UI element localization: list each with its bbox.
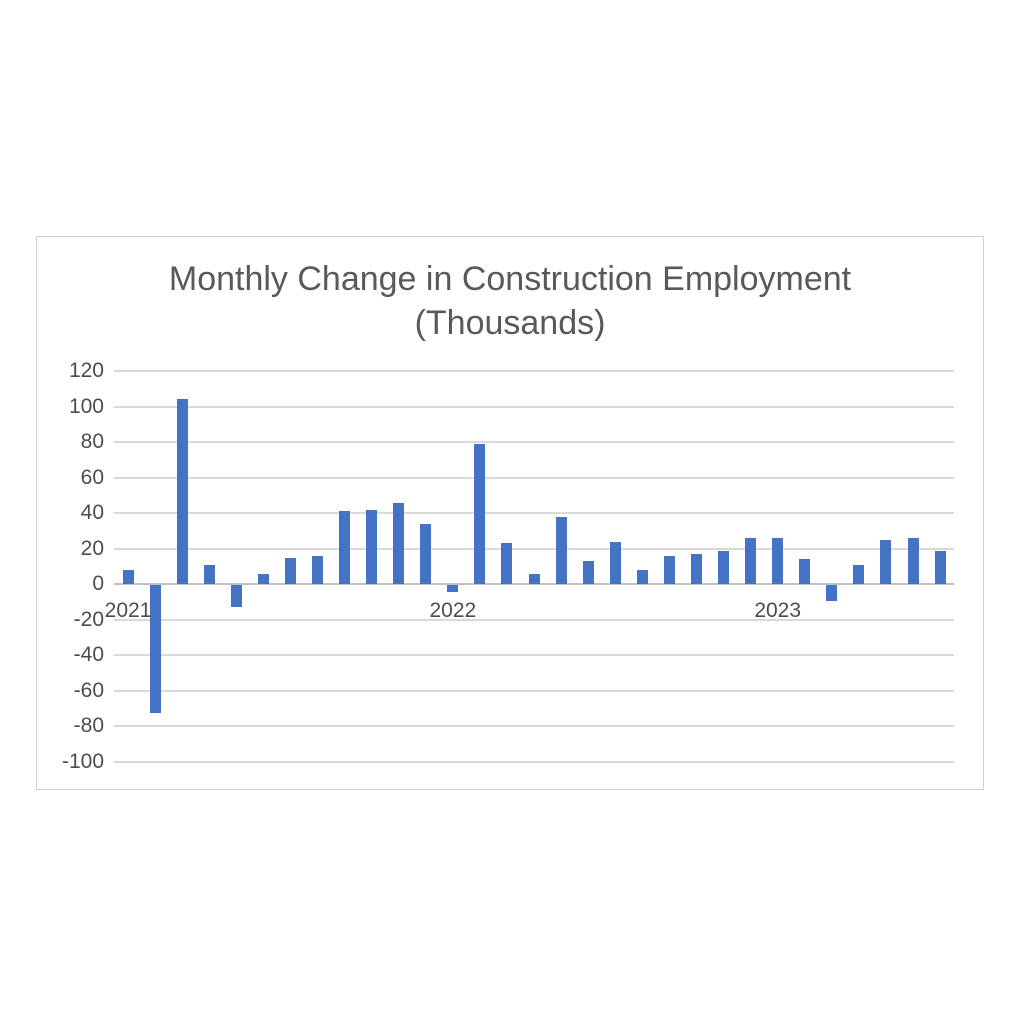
bar-2023-02: [799, 559, 810, 584]
x-axis-year-label-2023: 2023: [754, 599, 802, 622]
gridline: [114, 548, 954, 550]
bar-2021-11: [393, 503, 404, 585]
gridline: [114, 690, 954, 692]
y-axis-tick-label: 40: [80, 501, 104, 525]
y-axis-tick-label: 60: [80, 465, 104, 489]
chart-title-line2: (Thousands): [414, 304, 606, 342]
bar-2021-03: [177, 399, 188, 584]
bar-2021-08: [312, 556, 323, 584]
bar-2021-06: [258, 574, 269, 585]
bar-2021-09: [339, 511, 350, 584]
y-axis-tick-label: -80: [73, 714, 104, 738]
bar-2021-12: [420, 524, 431, 584]
gridline: [114, 441, 954, 443]
chart-title: [37, 257, 983, 345]
bar-2022-04: [529, 574, 540, 585]
chart-frame: [36, 236, 984, 790]
bar-2023-05: [880, 540, 891, 584]
bar-2022-10: [691, 554, 702, 584]
x-axis-year-label-2021: 2021: [104, 599, 152, 622]
bar-2021-10: [366, 510, 377, 585]
bar-2023-07: [935, 551, 946, 585]
bar-2022-07: [610, 542, 621, 585]
y-axis-tick-label: -20: [73, 607, 104, 631]
gridline: [114, 370, 954, 372]
gridline: [114, 761, 954, 763]
y-axis-tick-label: -100: [61, 750, 104, 773]
y-axis-tick-label: 20: [80, 536, 104, 560]
bar-2023-01: [772, 538, 783, 584]
gridline: [114, 512, 954, 514]
y-axis-tick-label: 80: [80, 430, 104, 454]
chart-title-line1: Monthly Change in Construction Employment: [168, 260, 852, 298]
bar-2022-12: [745, 538, 756, 584]
gridline: [114, 725, 954, 727]
bar-2022-09: [664, 556, 675, 584]
bar-2022-03: [501, 543, 512, 584]
gridline: [114, 654, 954, 656]
y-axis-tick-label: 120: [68, 359, 104, 382]
gridline: [114, 406, 954, 408]
bar-2023-04: [853, 565, 864, 585]
bar-2023-03: [826, 585, 837, 601]
bar-2022-06: [583, 561, 594, 584]
bar-2022-11: [718, 551, 729, 585]
bar-2022-02: [474, 444, 485, 584]
bar-2022-08: [637, 570, 648, 584]
gridline: [114, 619, 954, 621]
y-axis-tick-label: -60: [73, 678, 104, 702]
y-axis-tick-label: 100: [68, 394, 104, 418]
plot-area: [61, 359, 954, 773]
bar-2022-01: [447, 585, 458, 592]
bar-2023-06: [908, 538, 919, 584]
y-axis-tick-label: -40: [73, 643, 104, 667]
bar-2021-07: [285, 558, 296, 585]
x-axis-year-label-2022: 2022: [429, 599, 477, 622]
y-axis-tick-label: 0: [92, 572, 104, 596]
bar-2021-04: [204, 565, 215, 585]
bar-2021-05: [231, 585, 242, 606]
bar-2021-01: [123, 570, 134, 584]
bar-2022-05: [556, 517, 567, 585]
gridline: [114, 477, 954, 479]
